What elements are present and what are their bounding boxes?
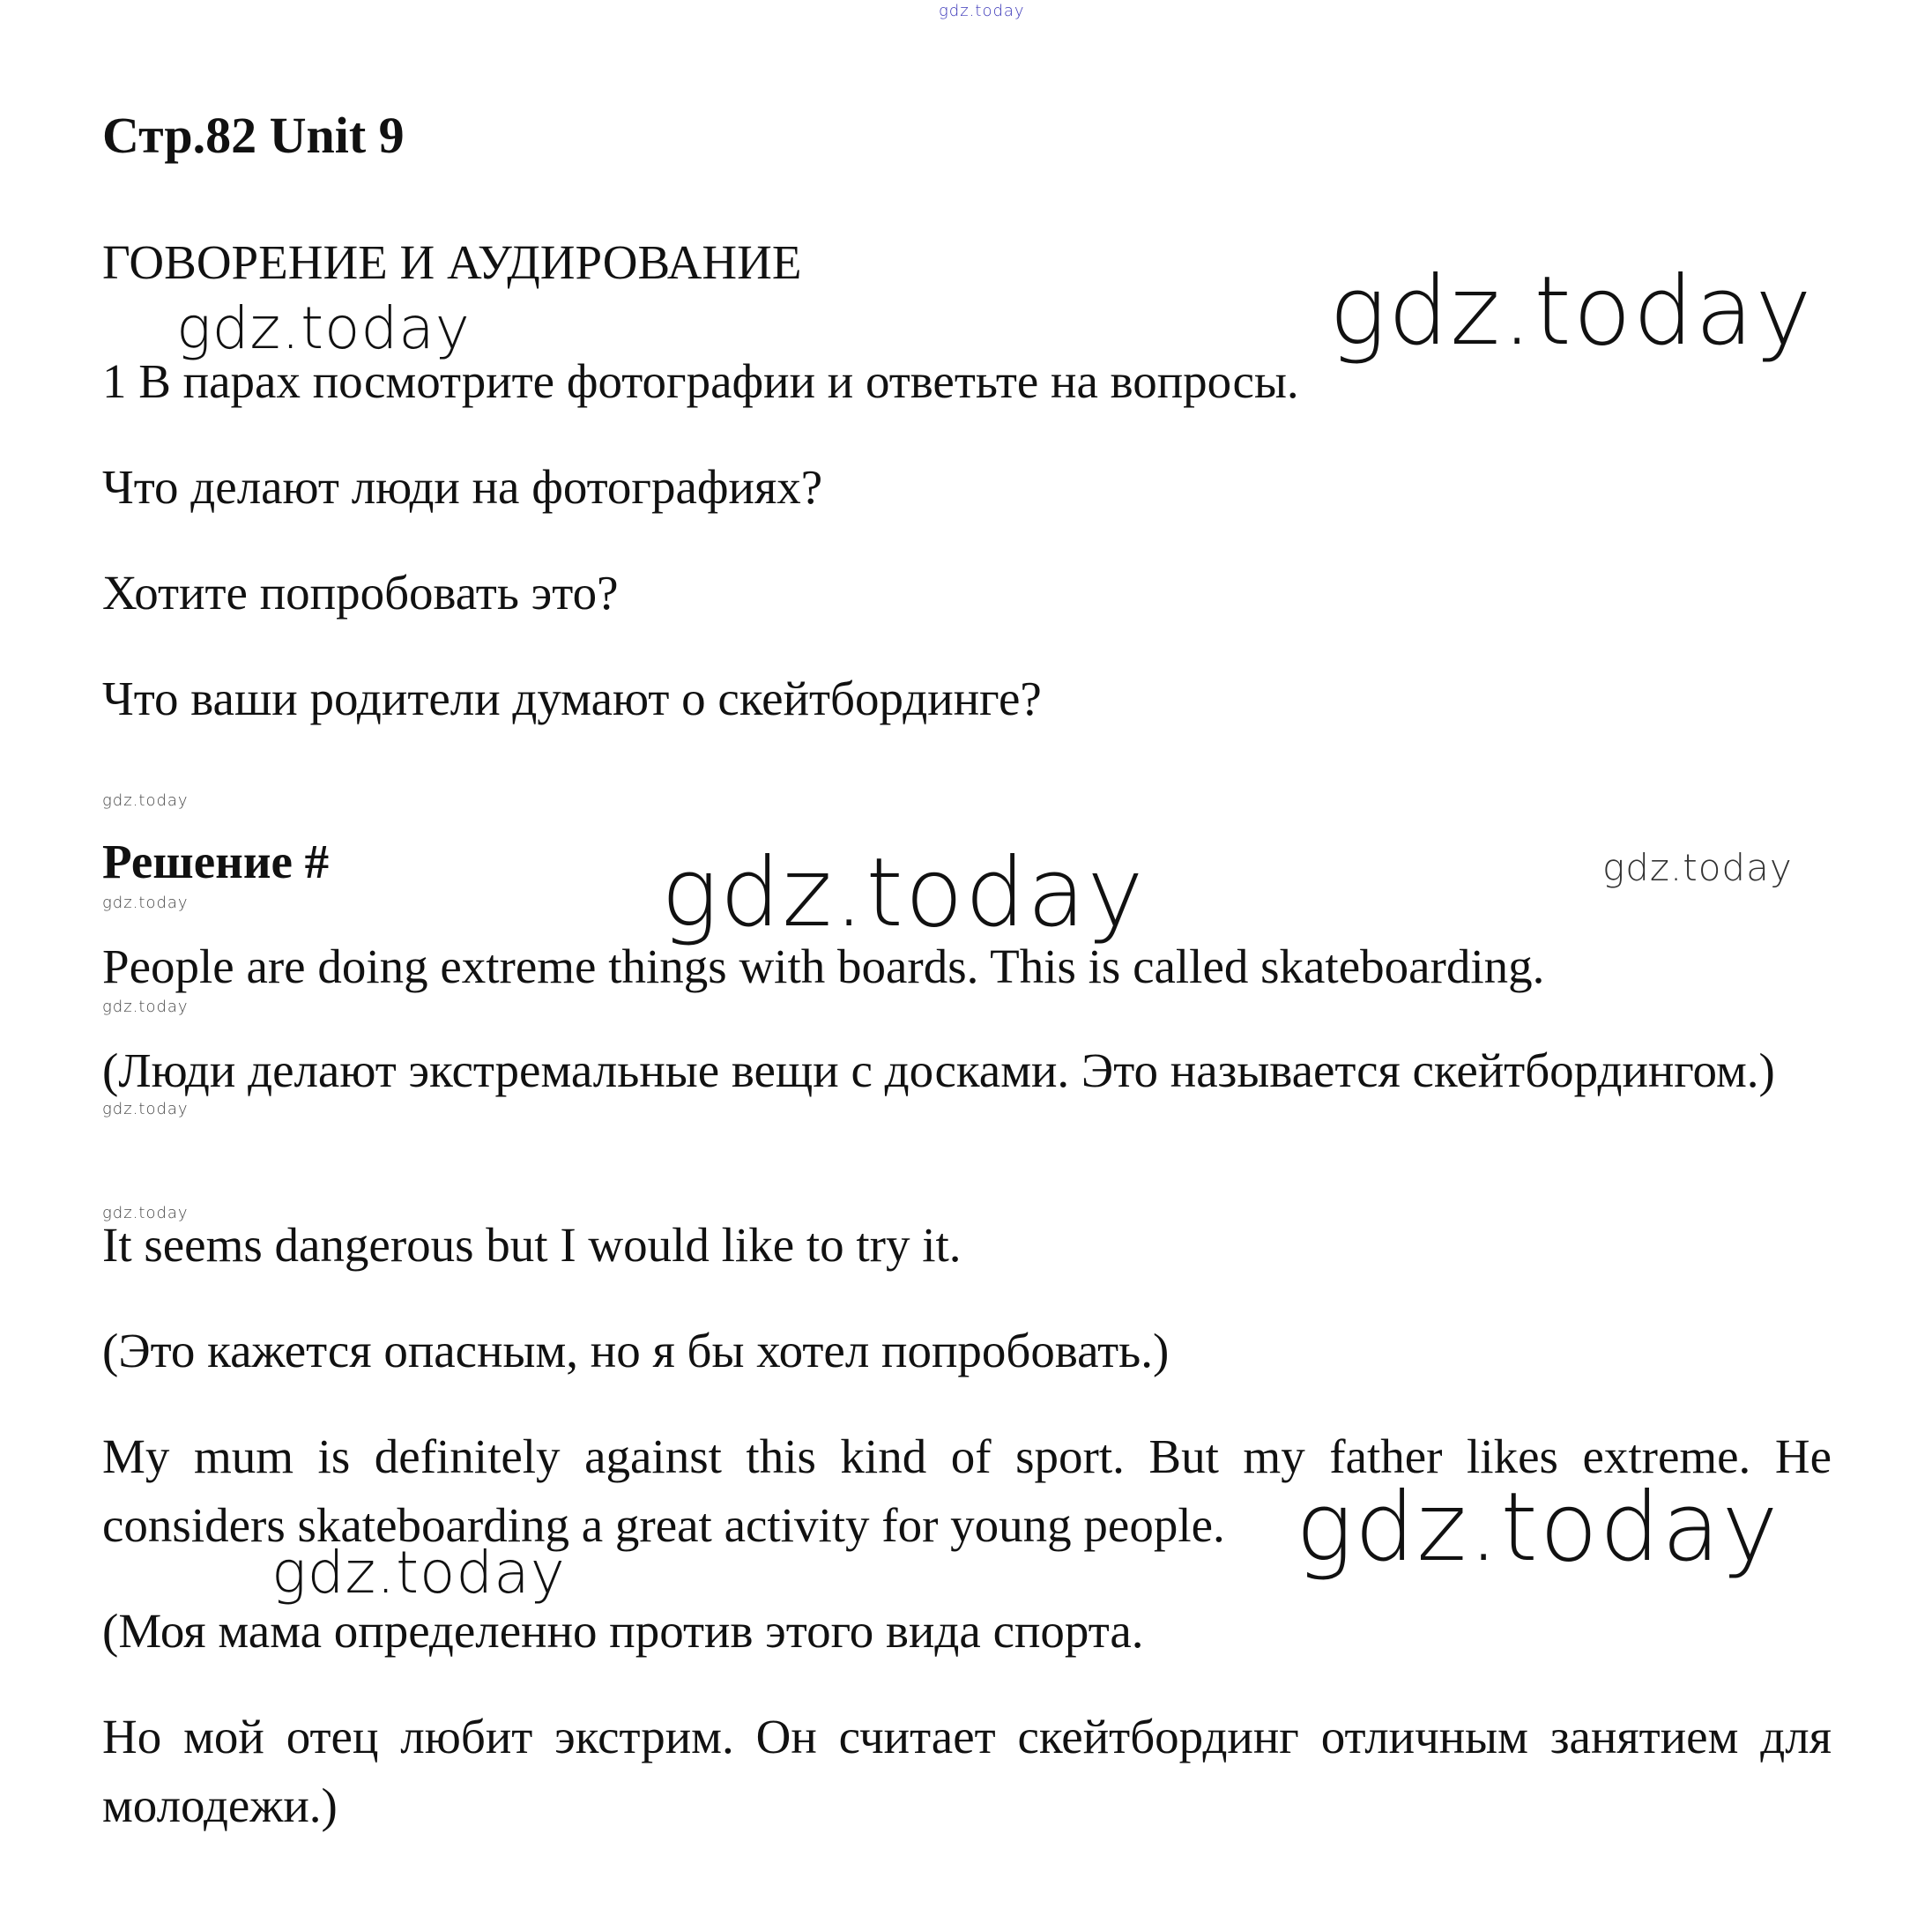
watermark-medium: gdz.today xyxy=(1602,846,1793,889)
watermark-small: gdz.today xyxy=(102,998,189,1016)
question-3: Что ваши родители думают о скейтбординге? xyxy=(102,672,1042,725)
watermark: gdz.today xyxy=(176,294,471,362)
answer-3-ru-part1: (Моя мама определенно против этого вида спорта. xyxy=(102,1604,1144,1658)
question-2: Хотите попробовать это? xyxy=(102,566,619,620)
section-title: ГОВОРЕНИЕ И АУДИРОВАНИЕ xyxy=(102,235,802,289)
watermark-small: gdz.today xyxy=(102,791,189,810)
answer-1-ru: (Люди делают экстремальные вещи с досками. Это называется скейтбордингом.) xyxy=(102,1043,1775,1097)
answer-1-en: People are doing extreme things with boards. This is called skateboarding. xyxy=(102,939,1545,993)
page-title: Стр.82 Unit 9 xyxy=(102,107,405,164)
watermark-large: gdz.today xyxy=(1329,256,1814,367)
watermark-small: gdz.today xyxy=(102,894,189,912)
watermark-top: gdz.today xyxy=(939,2,1025,20)
watermark-large: gdz.today xyxy=(661,838,1146,948)
watermark: gdz.today xyxy=(271,1539,566,1607)
answer-3-en: My mum is definitely against this kind of sport. But my father likes extreme. He considers skateboarding a great activity for young people. xyxy=(102,1429,1832,1552)
solution-title: Решение # xyxy=(102,835,330,888)
watermark-small: gdz.today xyxy=(102,1100,189,1118)
watermark-small: gdz.today xyxy=(102,1204,189,1222)
answer-2-en: It seems dangerous but I would like to try it. xyxy=(102,1218,962,1272)
answer-3-ru-part2: Но мой отец любит экстрим. Он считает скейтбординг отличным занятием для молодежи.) xyxy=(102,1710,1832,1832)
task-instruction: 1 В парах посмотрите фотографии и ответьте на вопросы. xyxy=(102,354,1299,408)
watermark-large: gdz.today xyxy=(1296,1473,1780,1583)
answer-2-ru: (Это кажется опасным, но я бы хотел попробовать.) xyxy=(102,1324,1170,1377)
question-1: Что делают люди на фотографиях? xyxy=(102,460,823,514)
